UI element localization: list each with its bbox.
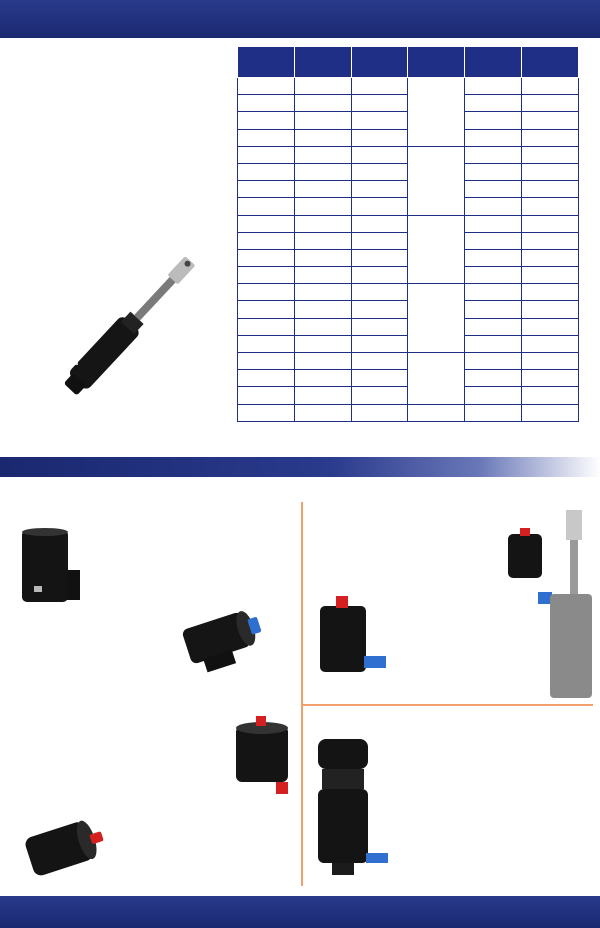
cell-length [294,370,351,387]
cell-upper [351,129,408,146]
cell-price [522,301,579,318]
cell-lower-attachment [408,146,465,215]
cell-length [294,181,351,198]
cell-price [522,95,579,112]
reservoir-050-photo [316,594,390,682]
cell-price [522,163,579,180]
cell-price [522,146,579,163]
cell-price [522,78,579,95]
cell-part-number [238,301,295,318]
cell-weight [465,112,522,129]
reservoir-054-photo [14,526,82,608]
cell-weight [465,146,522,163]
master-cylinder-photo [40,245,230,395]
cell-price [522,284,579,301]
cell-lower-attachment [408,353,465,405]
cell-part-number [238,129,295,146]
cell-length [294,146,351,163]
table-row [238,78,579,95]
cell-upper [351,163,408,180]
page-header [0,0,600,38]
cell-price [522,112,579,129]
cell-price [522,181,579,198]
cell-part-number [238,353,295,370]
cell-length [294,78,351,95]
cell-upper [351,335,408,352]
cell-length [294,387,351,404]
cell-price [522,318,579,335]
cell-upper [351,146,408,163]
table-row [238,215,579,232]
parts-table [237,46,579,422]
cell-weight [465,284,522,301]
cell-length [294,404,351,421]
cell-price [522,335,579,352]
cell-weight [465,198,522,215]
cell-length [294,249,351,266]
cell-upper [351,284,408,301]
cell-part-number [238,198,295,215]
cell-upper [351,370,408,387]
cell-upper [351,198,408,215]
col-lower [408,47,465,78]
cell-weight [465,267,522,284]
cell-lower-attachment [408,284,465,353]
cell-upper [351,232,408,249]
cell-part-number [238,404,295,421]
cell-part-number [238,78,295,95]
cell-length [294,112,351,129]
cell-upper [351,215,408,232]
page-footer [0,896,600,928]
col-length [294,47,351,78]
cell-weight [465,163,522,180]
reservoir-065-photo [22,808,114,886]
table-row [238,284,579,301]
cell-part-number [238,249,295,266]
column-divider [301,502,303,886]
cell-weight [465,370,522,387]
col-weight [465,47,522,78]
cell-weight [465,387,522,404]
cell-upper [351,301,408,318]
cell-upper [351,95,408,112]
cell-weight [465,335,522,352]
cell-price [522,232,579,249]
col-price [522,47,579,78]
cell-upper [351,267,408,284]
cell-upper [351,353,408,370]
reservoir-section-bar [0,457,600,477]
cell-lower-attachment [408,78,465,147]
cell-upper [351,78,408,95]
cell-part-number [238,232,295,249]
cell-part-number [238,146,295,163]
cell-part-number [238,335,295,352]
cell-weight [465,215,522,232]
cell-upper [351,249,408,266]
table-header-row [238,47,579,78]
cell-part-number [238,387,295,404]
cell-weight [465,249,522,266]
table-row [238,404,579,421]
cell-length [294,95,351,112]
reservoir-side-port-photo [178,604,268,674]
cell-lower-attachment [408,404,465,421]
cell-length [294,353,351,370]
cell-length [294,129,351,146]
cell-upper [351,181,408,198]
cell-weight [465,353,522,370]
cell-weight [465,404,522,421]
reservoir-on-cylinder-photo [500,504,596,700]
cell-lower-attachment [408,215,465,284]
cell-price [522,370,579,387]
cell-length [294,232,351,249]
cell-length [294,318,351,335]
cell-upper [351,387,408,404]
cell-price [522,129,579,146]
cell-upper [351,318,408,335]
cell-length [294,215,351,232]
cell-upper [351,112,408,129]
cell-part-number [238,267,295,284]
cell-price [522,198,579,215]
cell-part-number [238,181,295,198]
cell-weight [465,232,522,249]
cell-part-number [238,112,295,129]
cell-price [522,215,579,232]
cell-weight [465,78,522,95]
cell-length [294,198,351,215]
unvented-reservoir-photo [314,735,398,887]
cell-weight [465,301,522,318]
col-part-number [238,47,295,78]
table-row [238,146,579,163]
cell-price [522,387,579,404]
cell-length [294,163,351,180]
cell-price [522,404,579,421]
cell-weight [465,181,522,198]
cell-price [522,249,579,266]
cell-price [522,353,579,370]
cell-length [294,284,351,301]
row-divider [303,704,593,706]
cell-part-number [238,284,295,301]
cell-upper [351,404,408,421]
reservoir-067-photo [228,714,298,800]
cell-part-number [238,95,295,112]
cell-part-number [238,163,295,180]
cell-weight [465,95,522,112]
cell-weight [465,129,522,146]
cell-part-number [238,318,295,335]
cell-part-number [238,370,295,387]
cell-part-number [238,215,295,232]
cell-length [294,267,351,284]
table-row [238,353,579,370]
cell-length [294,301,351,318]
cell-price [522,267,579,284]
col-upper [351,47,408,78]
cell-weight [465,318,522,335]
cell-length [294,335,351,352]
